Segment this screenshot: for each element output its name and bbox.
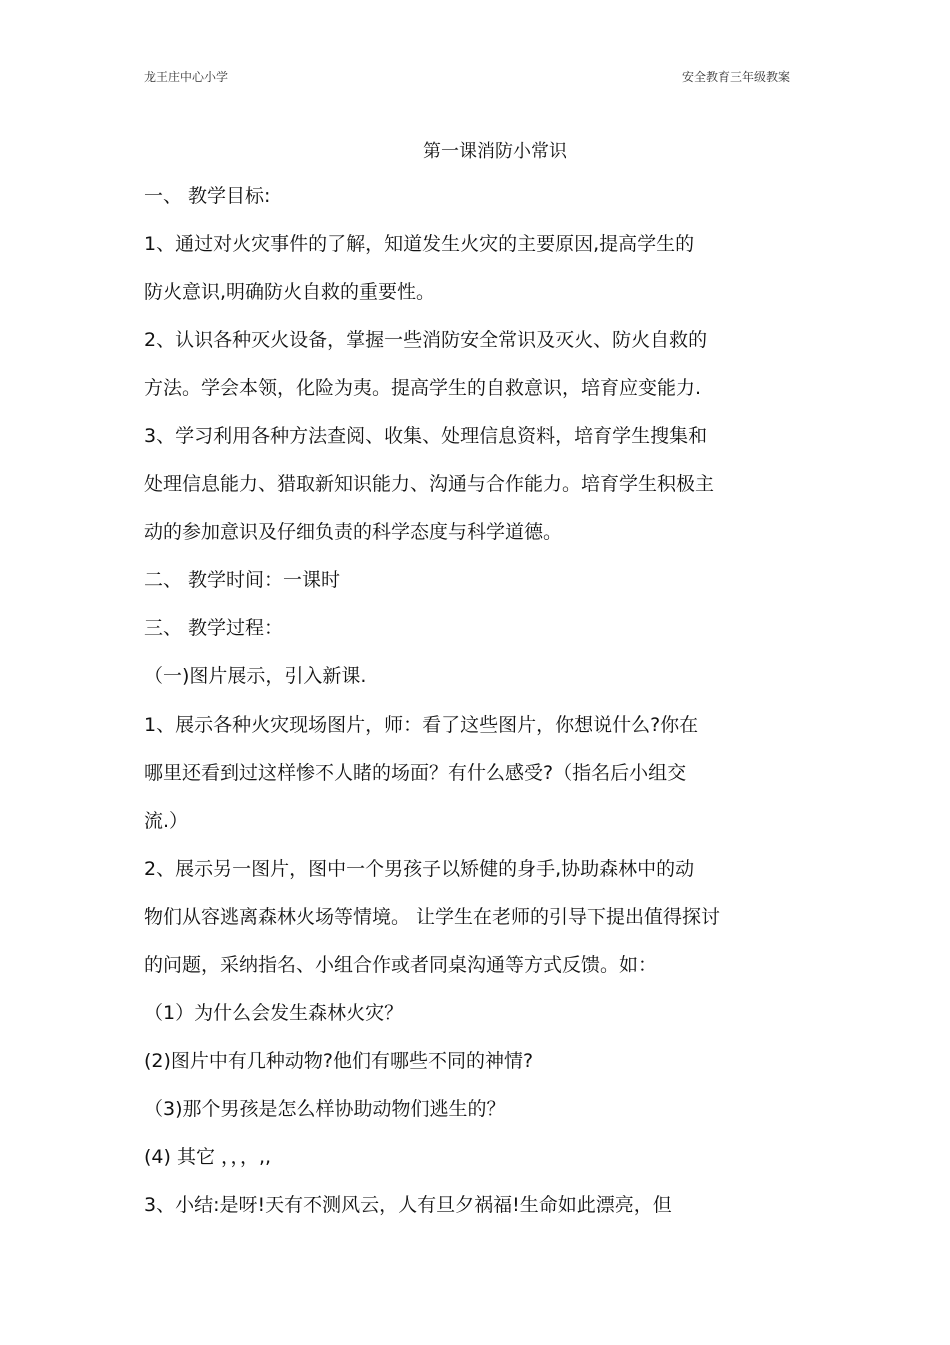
paragraph-line: 动的参加意识及仔细负责的科学态度与科学道德。 <box>144 521 563 543</box>
paragraph-line: 处理信息能力、猎取新知识能力、沟通与合作能力。培育学生积极主 <box>144 473 715 495</box>
paragraph-line: 1、通过对火灾事件的了解，知道发生火灾的主要原因,提高学生的 <box>144 233 695 255</box>
section-heading-process: 三、 教学过程： <box>144 617 284 639</box>
paragraph-line: 2、认识各种灭火设备，掌握一些消防安全常识及灭火、防火自救的 <box>144 329 708 351</box>
paragraph-line: 物们从容逃离森林火场等情境。 让学生在老师的引导下提出值得探讨 <box>144 906 721 928</box>
paragraph-line: 方法。学会本领，化险为夷。提高学生的自救意识，培育应变能力. <box>144 377 702 399</box>
question-item: （3)那个男孩是怎么样协助动物们逃生的？ <box>144 1098 506 1120</box>
paragraph-line: 3、小结:是呀!天有不测风云，人有旦夕祸福!生命如此漂亮，但 <box>144 1194 672 1216</box>
header-school: 龙王庄中心小学 <box>144 70 229 84</box>
question-item: （1）为什么会发生森林火灾？ <box>144 1002 404 1024</box>
paragraph-line: 防火意识,明确防火自救的重要性。 <box>144 281 436 303</box>
paragraph-line: 的问题，采纳指名、小组合作或者同桌沟通等方式反馈。如： <box>144 954 658 976</box>
section-heading-time: 二、 教学时间：一课时 <box>144 569 341 591</box>
paragraph-line: 2、展示另一图片，图中一个男孩子以矫健的身手,协助森林中的动 <box>144 858 695 880</box>
section-heading-objectives: 一、 教学目标: <box>144 185 271 207</box>
question-item: (2)图片中有几种动物?他们有哪些不同的神情? <box>144 1050 534 1072</box>
header-course: 安全教育三年级教案 <box>681 70 790 84</box>
subsection-heading: （一)图片展示，引入新课. <box>144 665 367 687</box>
paragraph-line: 流.） <box>144 810 189 832</box>
lesson-title: 第一课消防小常识 <box>423 141 567 162</box>
paragraph-line: 哪里还看到过这样惨不人睹的场面？有什么感受?（指名后小组交 <box>144 762 687 784</box>
paragraph-line: 3、学习利用各种方法查阅、收集、处理信息资料，培育学生搜集和 <box>144 425 708 447</box>
paragraph-line: 1、展示各种火灾现场图片，师：看了这些图片，你想说什么?你在 <box>144 714 699 736</box>
question-item: (4) 其它 ，，，,, <box>144 1146 272 1168</box>
